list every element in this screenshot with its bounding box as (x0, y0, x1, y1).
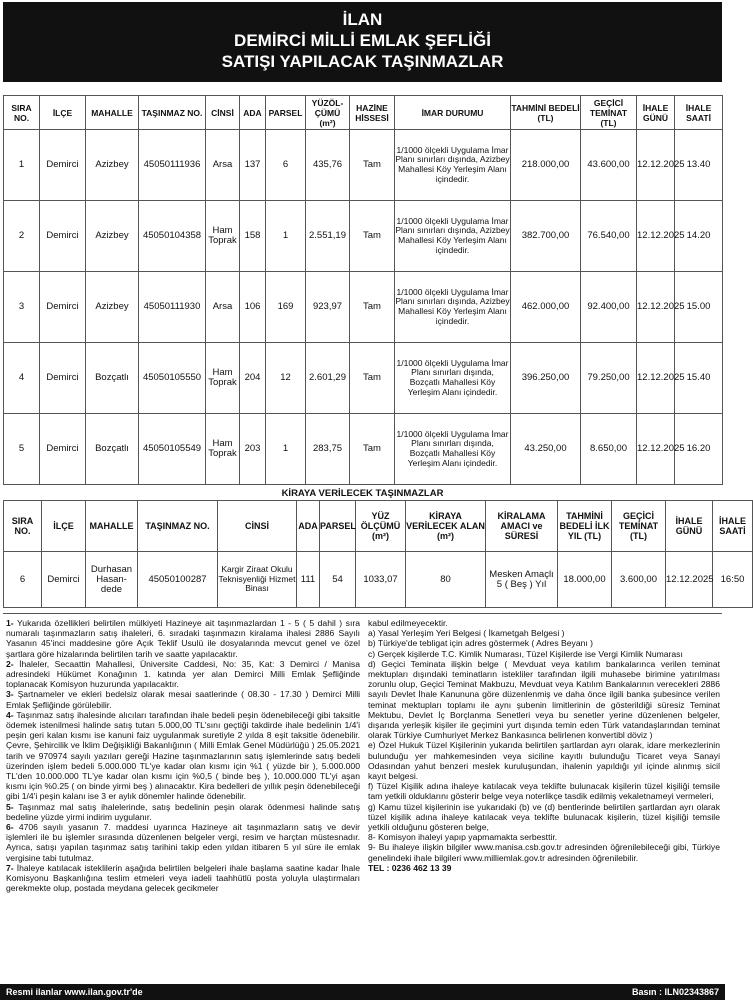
cell-bedel: 396.250,00 (511, 343, 581, 414)
cell-cinsi: Kargir Ziraat Okulu Teknisyenliği Hizmet Binası (218, 552, 297, 608)
cell-parsel: 1 (266, 414, 306, 485)
cell-teminat: 8.650,00 (581, 414, 637, 485)
condition-number: 6- (6, 822, 14, 833)
cell-gun: 12.12.2025 (637, 201, 675, 272)
header-imar: İMAR DURUMU (395, 96, 511, 130)
condition-number: 7- (6, 862, 14, 873)
table-row (4, 201, 723, 272)
cell-saat: 13.40 (675, 130, 723, 201)
condition-number: 2- (6, 658, 14, 669)
rent-table-header-row (4, 501, 753, 552)
header-gun: İHALE GÜNÜ (666, 501, 713, 552)
header-hisse: HAZİNE HİSSESİ (350, 96, 395, 130)
condition-item: e) Özel Hukuk Tüzel Kişilerinin yukarıda belirtilen şartlardan ayrı olarak, idare merkezlerinin bulunduğu yer mahkemesinden veya siciline kayıtlı bulunduğu Ticaret veya Sanayi Odasından yahut benzeri meslek kuruluşundan, ihalenin yapıldığı yıl içinde alınmış sicil kayıt belgesi. (368, 740, 720, 782)
condition-number: 5- (6, 801, 14, 812)
condition-number: 1- (6, 618, 14, 628)
cell-sira: 4 (4, 343, 40, 414)
cell-mahalle: Azizbey (86, 272, 139, 343)
cell-bedel: 218.000,00 (511, 130, 581, 201)
conditions-right-column (368, 618, 720, 873)
condition-item (6, 822, 360, 863)
cell-amac: Mesken Amaçlı 5 ( Beş ) Yıl (486, 552, 558, 608)
header-amac: KİRALAMA AMACI ve SÜRESİ (486, 501, 558, 552)
header-gun: İHALE GÜNÜ (637, 96, 675, 130)
header-mahalle: MAHALLE (86, 501, 138, 552)
header-cinsi: CİNSİ (218, 501, 297, 552)
cell-hisse: Tam (350, 343, 395, 414)
header-teminat: GEÇİCİ TEMİNAT (TL) (612, 501, 666, 552)
condition-item: a) Yasal Yerleşim Yeri Belgesi ( İkametgah Belgesi ) (368, 628, 565, 639)
cell-yuzolcum: 1033,07 (356, 552, 406, 608)
cell-cinsi: Ham Toprak (206, 201, 240, 272)
cell-ilce: Demirci (40, 343, 86, 414)
header-ilce: İLÇE (40, 96, 86, 130)
cell-teminat: 3.600,00 (612, 552, 666, 608)
cell-ilce: Demirci (40, 414, 86, 485)
condition-item (6, 863, 360, 894)
cell-hisse: Tam (350, 130, 395, 201)
title-line-2: DEMİRCİ MİLLİ EMLAK ŞEFLİĞİ (234, 31, 491, 50)
cell-parsel: 1 (266, 201, 306, 272)
header-cinsi: CİNSİ (206, 96, 240, 130)
cell-hisse: Tam (350, 201, 395, 272)
cell-ada: 106 (240, 272, 266, 343)
cell-cinsi: Arsa (206, 272, 240, 343)
table-row (4, 414, 723, 485)
rent-table (3, 500, 753, 608)
cell-bedel: 462.000,00 (511, 272, 581, 343)
cell-gun: 12.12.2025 (637, 272, 675, 343)
header-tasinmaz: TAŞINMAZ NO. (138, 501, 218, 552)
table-row (4, 343, 723, 414)
cell-yuzolcum: 2.601,29 (306, 343, 350, 414)
cell-saat: 16:50 (713, 552, 753, 608)
condition-item: g) Kamu tüzel kişilerinin ise yukarıdaki (b) ve (d) bentlerinde belirtilen şartlardan ayrı olarak tüzel kişilik adına ihaleye katılacak veya teklifte bulunacak kişilerin, tüzel kişiliği temsile yetkili olduğunu gösteren belge, (368, 801, 720, 833)
header-bedel: TAHMİNİ BEDELİ (TL) (511, 96, 581, 130)
condition-item: 9- Bu ihaleye ilişkin bilgiler www.manisa.csb.gov.tr adresinden öğrenilebileceği gibi, Türkiye genelindeki ihale bilgileri www.milliemlak.gov.tr adresinden öğrenilebilir. (368, 842, 720, 863)
footer-press-code: Basın : ILN02343867 (631, 987, 719, 997)
cell-gun: 12.12.2025 (637, 343, 675, 414)
table-row (4, 130, 723, 201)
header-ilce: İLÇE (42, 501, 86, 552)
sale-table (3, 95, 723, 485)
header-mahalle: MAHALLE (86, 96, 139, 130)
cell-saat: 14.20 (675, 201, 723, 272)
header-saat: İHALE SAATİ (713, 501, 753, 552)
cell-saat: 15.00 (675, 272, 723, 343)
cell-tasinmaz: 45050111936 (139, 130, 206, 201)
cell-imar: 1/1000 ölçekli Uygulama İmar Planı sınırları dışında, Azizbey Mahallesi Köy Yerleşim Alanı içindedir. (395, 130, 511, 201)
cell-cinsi: Ham Toprak (206, 414, 240, 485)
cell-teminat: 43.600,00 (581, 130, 637, 201)
cell-yuzolcum: 435,76 (306, 130, 350, 201)
cell-tasinmaz: 45050105549 (139, 414, 206, 485)
header-sira: SIRA NO. (4, 96, 40, 130)
condition-number: 3- (6, 689, 14, 700)
cell-sira: 5 (4, 414, 40, 485)
cell-mahalle: Bozçatlı (86, 343, 139, 414)
condition-item: f) Tüzel Kişilik adına ihaleye katılacak veya teklifte bulunacak kişilerin tüzel kişiliği temsile tam yetkili olduklarını gösterir belge veya noterlikçe tasdik edilmiş vekaletnameyi vermeleri, (368, 781, 720, 802)
cell-teminat: 79.250,00 (581, 343, 637, 414)
cell-gun: 12.12.2025 (637, 130, 675, 201)
cell-sira: 3 (4, 272, 40, 343)
cell-parsel: 6 (266, 130, 306, 201)
cell-mahalle: Durhasan Hasan-dede (86, 552, 138, 608)
cell-mahalle: Azizbey (86, 130, 139, 201)
condition-item (6, 659, 360, 690)
condition-text: Yukarıda özellikleri belirtilen mülkiyeti Hazineye ait taşınmazlardan 1 - 5 ( 5 dahil ) sıra numaralı taşınmazların satış ihaleleri, 6. sıradaki taşınmazın kiralama ihalesi 2886 Sayılı Yasanın 45'inci maddesine göre Açık Teklif Usulü ile dosyalarında mevcut genel ve özel şartlara göre hizalarında belirtilen tarih ve saatte yapılacaktır. (6, 618, 361, 659)
rent-section-title: KİRAYA VERİLECEK TAŞINMAZLAR (281, 488, 444, 499)
condition-item (6, 689, 360, 709)
title-line-1: İLAN (342, 10, 383, 29)
cell-mahalle: Bozçatlı (86, 414, 139, 485)
table-row (4, 272, 723, 343)
header-teminat: GEÇİCİ TEMİNAT (TL) (581, 96, 637, 130)
cell-bedel: 43.250,00 (511, 414, 581, 485)
title-line-3: SATIŞI YAPILACAK TAŞINMAZLAR (221, 52, 504, 71)
cell-tasinmaz: 45050111930 (139, 272, 206, 343)
header-ada: ADA (297, 501, 320, 552)
cell-ada: 111 (297, 552, 320, 608)
cell-ilce: Demirci (40, 130, 86, 201)
cell-hisse: Tam (350, 414, 395, 485)
section-divider (3, 613, 722, 614)
cell-yuzolcum: 923,97 (306, 272, 350, 343)
cell-tasinmaz: 45050100287 (138, 552, 218, 608)
cell-ilce: Demirci (40, 272, 86, 343)
cell-bedel: 18.000,00 (558, 552, 612, 608)
cell-imar: 1/1000 ölçekli Uygulama İmar Planı sınırları dışında, Azizbey Mahallesi Köy Yerleşim Alanı içindedir. (395, 272, 511, 343)
cell-tasinmaz: 45050105550 (139, 343, 206, 414)
cell-cinsi: Arsa (206, 130, 240, 201)
cell-imar: 1/1000 ölçekli Uygulama İmar Planı sınırları dışında, Bozçatlı Mahallesi Köy Yerleşim Alanı içindedir. (395, 343, 511, 414)
header-parsel: PARSEL (320, 501, 356, 552)
cell-parsel: 169 (266, 272, 306, 343)
cell-ilce: Demirci (40, 201, 86, 272)
condition-item (6, 710, 360, 802)
condition-text: 4706 sayılı yasanın 7. maddesi uyarınca Hazineye ait taşınmazların satış ve devir işlemleri ile bu işlemler sırasında düzenlenen belgeler vergi, resim ve harçtan müstesnadır. Ayrıca, satışı yapılan taşınmaz satış tarihini takip eden yıldan itibaren 5 yıl süre ile emlak vergisine tabi tutulmaz. (6, 822, 360, 863)
cell-hisse: Tam (350, 272, 395, 343)
cell-parsel: 12 (266, 343, 306, 414)
cell-saat: 16.20 (675, 414, 723, 485)
cell-ada: 158 (240, 201, 266, 272)
cell-ada: 204 (240, 343, 266, 414)
header-yuzolcum: YÜZ ÖLÇÜMÜ (m²) (356, 501, 406, 552)
table-row (4, 552, 753, 608)
condition-item (6, 802, 360, 822)
condition-item: 8- Komisyon ihaleyi yapıp yapmamakta serbesttir. (368, 832, 558, 843)
cell-parsel: 54 (320, 552, 356, 608)
conditions-left-column (6, 618, 360, 893)
contact-phone: TEL : 0236 462 13 39 (368, 862, 452, 873)
condition-text: İhaleler, Secaattin Mahallesi, Üniversite Caddesi, No: 35, Kat: 3 Demirci / Manisa adresindeki Hükümet Konağının 1. katında yer alan Demirci Milli Emlak Şefliğinde toplanacak Komisyon huzurunda yapılacaktır. (6, 658, 360, 690)
footer-left-text: Resmi ilanlar www.ilan.gov.tr'de (6, 987, 143, 997)
condition-number: 4- (6, 709, 14, 720)
cell-teminat: 76.540,00 (581, 201, 637, 272)
cell-gun: 12.12.2025 (666, 552, 713, 608)
header-tasinmaz: TAŞINMAZ NO. (139, 96, 206, 130)
cell-kiralanacak: 80 (406, 552, 486, 608)
header-sira: SIRA NO. (4, 501, 42, 552)
condition-item (6, 618, 360, 659)
cell-ada: 137 (240, 130, 266, 201)
cell-ilce: Demirci (42, 552, 86, 608)
header-saat: İHALE SAATİ (675, 96, 723, 130)
condition-item: c) Gerçek kişilerde T.C. Kimlik Numarası, Tüzel Kişilerde ise Vergi Kimlik Numarası (368, 648, 683, 659)
condition-text: Taşınmaz mal satış ihalelerinde, satış bedelinin peşin olarak ödenmesi halinde satış bedeline yüzde yirmi indirim uygulanır. (6, 801, 361, 822)
cell-imar: 1/1000 ölçekli Uygulama İmar Planı sınırları dışında, Azizbey Mahallesi Köy Yerleşim Alanı içindedir. (395, 201, 511, 272)
header-bedel: TAHMİNİ BEDELİ İLK YIL (TL) (558, 501, 612, 552)
cell-yuzolcum: 2.551,19 (306, 201, 350, 272)
cell-saat: 15.40 (675, 343, 723, 414)
cell-sira: 6 (4, 552, 42, 608)
cell-bedel: 382.700,00 (511, 201, 581, 272)
cell-tasinmaz: 45050104358 (139, 201, 206, 272)
cell-sira: 2 (4, 201, 40, 272)
condition-item: kabul edilmeyecektir. (368, 618, 448, 628)
condition-text: İhaleye katılacak isteklilerin aşağıda belirtilen belgeleri ihale başlama saatine kadar İhale Komisyonu Başkanlığına teslim etmeleri veya iadeli taahhütlü posta yoluyla ulaştırmaları gerekmekte olup, postada meydana gelecek gecikmeler (6, 862, 360, 894)
condition-item: d) Geçici Teminata ilişkin belge ( Mevduat veya katılım bankalarınca verilen teminat mektupları dışındaki teminatların istekliler tarafından ilgili muhasebe birimine yatırılması zorunlu olup, Geçici Teminat Makbuzu, Mevduat veya Katılım Bankalarının verecekleri 2886 sayılı Devlet İhale Kanununa göre düzenlenmiş ve daha önce ilgili banka şubesince verilen teminat mektupları toplamı ile aynı şubenin limitlerinin de gösterildiği süresiz Teminat Mektubu, Devlet İç Borçlanma Senetleri veya bu senetler yerine düzenlenen belgeler, dışarıda yerleşik kişiler ile geçimini yurt dışında temin eden Türk vatandaşlarından teminat olarak Türkiye Cumhuriyet Merkez Bankasınca belirlenen konvertibl döviz ) (368, 658, 720, 741)
condition-text: Taşınmaz satış ihalesinde alıcıları tarafından ihale bedeli peşin ödenebileceği gibi taksitle ödemek istenilmesi halinde satış tutarı 5.000,00 TL'sını geçtiği takdirde ihale bedelinin 1/4'i peşin geri kalan kısmı ise kanuni faiz uygulanmak suretiyle 2 yılda 8 eşit taksitle ödenebilir. Çevre, Şehircilik ve İklim Değişikliği Bakanlığının ( Milli Emlak Genel Müdürlüğü ) 25.05.2021 tarih ve 970974 sayılı yazıları gereği Hazine taşınmazlarının satış işlemlerinde satış bedeli üzerinden işlem bedeli 5.000.000 TL'ye kadar olan kısmı için %1 ( yüzde bir ), 5.000.000 TL'den 10.000.000 TL'ye kadar olan kısmı için %0,5 ( binde beş ), 10.000.000 TL'yi aşan kısmı için %0.25 ( on binde yirmi beş ) alınacaktır. Kira bedelleri de yıllık peşin ödenebileceği gibi 1/4'i peşin kalanı ise 3 er aylık dönemler halinde ödenebilir. (6, 709, 361, 802)
condition-text: Şartnameler ve ekleri bedelsiz olarak mesai saatlerinde ( 08.30 - 17.30 ) Demirci Milli Emlak Şefliğinde görülebilir. (6, 689, 361, 710)
cell-mahalle: Azizbey (86, 201, 139, 272)
condition-item: b) Türkiye'de tebligat için adres göstermek ( Adres Beyanı ) (368, 638, 594, 649)
cell-teminat: 92.400,00 (581, 272, 637, 343)
footer-bar (0, 984, 725, 1000)
cell-sira: 1 (4, 130, 40, 201)
cell-yuzolcum: 283,75 (306, 414, 350, 485)
header-parsel: PARSEL (266, 96, 306, 130)
sale-table-header-row (4, 96, 723, 130)
header-yuzolcum: YÜZÖL-ÇÜMÜ (m²) (306, 96, 350, 130)
cell-cinsi: Ham Toprak (206, 343, 240, 414)
title-banner (3, 2, 722, 82)
header-kiralanacak: KİRAYA VERİLECEK ALAN (m²) (406, 501, 486, 552)
cell-imar: 1/1000 ölçekli Uygulama İmar Planı sınırları dışında, Bozçatlı Mahallesi Köy Yerleşim Alanı içindedir. (395, 414, 511, 485)
cell-gun: 12.12.2025 (637, 414, 675, 485)
header-ada: ADA (240, 96, 266, 130)
cell-ada: 203 (240, 414, 266, 485)
